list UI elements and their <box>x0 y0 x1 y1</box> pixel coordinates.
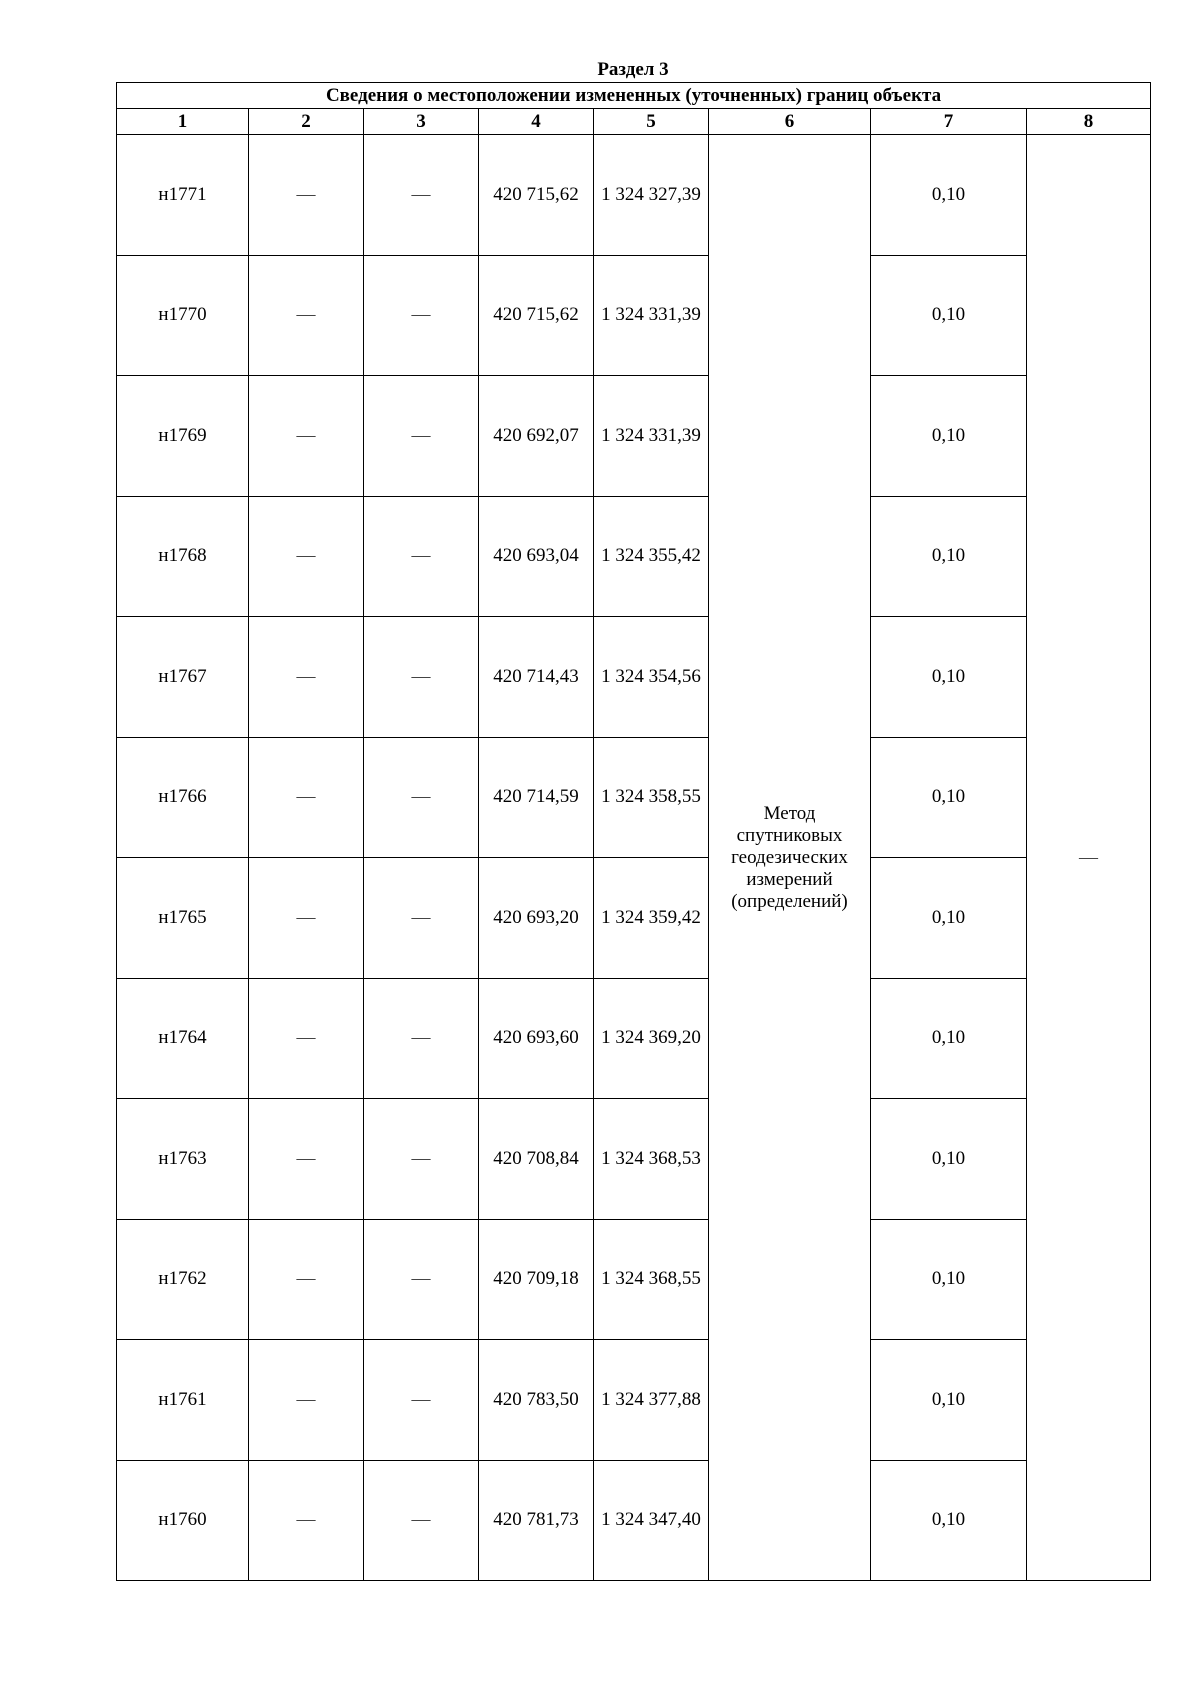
y-coordinate-cell: 1 324 359,42 <box>594 858 709 979</box>
column-3-cell: — <box>364 978 479 1099</box>
column-number-1: 1 <box>117 109 249 135</box>
table-row <box>117 376 1151 497</box>
x-coordinate-cell: 420 693,20 <box>479 858 594 979</box>
point-id-cell: н1771 <box>117 135 249 256</box>
column-2-cell: — <box>249 1099 364 1220</box>
x-coordinate-cell: 420 714,43 <box>479 617 594 738</box>
y-coordinate-cell: 1 324 368,53 <box>594 1099 709 1220</box>
column-3-cell: — <box>364 1460 479 1581</box>
column-number-2: 2 <box>249 109 364 135</box>
column-8-cell: — <box>1027 135 1151 1581</box>
column-number-7: 7 <box>871 109 1027 135</box>
table-row <box>117 858 1151 979</box>
x-coordinate-cell: 420 715,62 <box>479 255 594 376</box>
column-3-cell: — <box>364 255 479 376</box>
column-3-cell: — <box>364 376 479 497</box>
method-cell: Метод спутниковых геодезических измерений (определений) <box>709 135 871 1581</box>
x-coordinate-cell: 420 693,04 <box>479 496 594 617</box>
table-row <box>117 617 1151 738</box>
table-row <box>117 496 1151 617</box>
point-id-cell: н1767 <box>117 617 249 738</box>
column-number-5: 5 <box>594 109 709 135</box>
y-coordinate-cell: 1 324 331,39 <box>594 376 709 497</box>
point-id-cell: н1761 <box>117 1340 249 1461</box>
point-id-cell: н1765 <box>117 858 249 979</box>
column-2-cell: — <box>249 496 364 617</box>
y-coordinate-cell: 1 324 369,20 <box>594 978 709 1099</box>
column-2-cell: — <box>249 376 364 497</box>
table-row <box>117 978 1151 1099</box>
accuracy-cell: 0,10 <box>871 376 1027 497</box>
table-title: Сведения о местоположении измененных (уточненных) границ объекта <box>117 83 1151 109</box>
table-row <box>117 1099 1151 1220</box>
y-coordinate-cell: 1 324 327,39 <box>594 135 709 256</box>
column-number-row <box>117 109 1151 135</box>
x-coordinate-cell: 420 693,60 <box>479 978 594 1099</box>
table-row <box>117 1219 1151 1340</box>
accuracy-cell: 0,10 <box>871 496 1027 617</box>
column-3-cell: — <box>364 858 479 979</box>
column-3-cell: — <box>364 1099 479 1220</box>
y-coordinate-cell: 1 324 355,42 <box>594 496 709 617</box>
column-3-cell: — <box>364 737 479 858</box>
column-3-cell: — <box>364 1219 479 1340</box>
table-row <box>117 1460 1151 1581</box>
x-coordinate-cell: 420 783,50 <box>479 1340 594 1461</box>
x-coordinate-cell: 420 715,62 <box>479 135 594 256</box>
column-2-cell: — <box>249 617 364 738</box>
column-number-3: 3 <box>364 109 479 135</box>
column-3-cell: — <box>364 617 479 738</box>
y-coordinate-cell: 1 324 331,39 <box>594 255 709 376</box>
column-2-cell: — <box>249 255 364 376</box>
accuracy-cell: 0,10 <box>871 737 1027 858</box>
y-coordinate-cell: 1 324 368,55 <box>594 1219 709 1340</box>
point-id-cell: н1766 <box>117 737 249 858</box>
accuracy-cell: 0,10 <box>871 617 1027 738</box>
x-coordinate-cell: 420 781,73 <box>479 1460 594 1581</box>
y-coordinate-cell: 1 324 377,88 <box>594 1340 709 1461</box>
y-coordinate-cell: 1 324 354,56 <box>594 617 709 738</box>
column-number-8: 8 <box>1027 109 1151 135</box>
point-id-cell: н1770 <box>117 255 249 376</box>
accuracy-cell: 0,10 <box>871 255 1027 376</box>
accuracy-cell: 0,10 <box>871 978 1027 1099</box>
accuracy-cell: 0,10 <box>871 858 1027 979</box>
boundary-table <box>116 82 1151 1581</box>
y-coordinate-cell: 1 324 358,55 <box>594 737 709 858</box>
x-coordinate-cell: 420 714,59 <box>479 737 594 858</box>
accuracy-cell: 0,10 <box>871 1340 1027 1461</box>
accuracy-cell: 0,10 <box>871 1460 1027 1581</box>
table-row <box>117 1340 1151 1461</box>
column-3-cell: — <box>364 496 479 617</box>
section-title: Раздел 3 <box>597 59 669 80</box>
x-coordinate-cell: 420 709,18 <box>479 1219 594 1340</box>
table-body <box>117 135 1151 1581</box>
point-id-cell: н1768 <box>117 496 249 617</box>
point-id-cell: н1764 <box>117 978 249 1099</box>
y-coordinate-cell: 1 324 347,40 <box>594 1460 709 1581</box>
column-3-cell: — <box>364 135 479 256</box>
column-2-cell: — <box>249 1460 364 1581</box>
point-id-cell: н1763 <box>117 1099 249 1220</box>
point-id-cell: н1762 <box>117 1219 249 1340</box>
point-id-cell: н1760 <box>117 1460 249 1581</box>
column-3-cell: — <box>364 1340 479 1461</box>
table-row <box>117 135 1151 256</box>
point-id-cell: н1769 <box>117 376 249 497</box>
table-row <box>117 737 1151 858</box>
column-2-cell: — <box>249 1219 364 1340</box>
column-2-cell: — <box>249 1340 364 1461</box>
column-2-cell: — <box>249 135 364 256</box>
column-2-cell: — <box>249 858 364 979</box>
x-coordinate-cell: 420 692,07 <box>479 376 594 497</box>
table-row <box>117 255 1151 376</box>
accuracy-cell: 0,10 <box>871 1219 1027 1340</box>
column-2-cell: — <box>249 978 364 1099</box>
accuracy-cell: 0,10 <box>871 135 1027 256</box>
column-number-6: 6 <box>709 109 871 135</box>
column-2-cell: — <box>249 737 364 858</box>
column-number-4: 4 <box>479 109 594 135</box>
x-coordinate-cell: 420 708,84 <box>479 1099 594 1220</box>
accuracy-cell: 0,10 <box>871 1099 1027 1220</box>
